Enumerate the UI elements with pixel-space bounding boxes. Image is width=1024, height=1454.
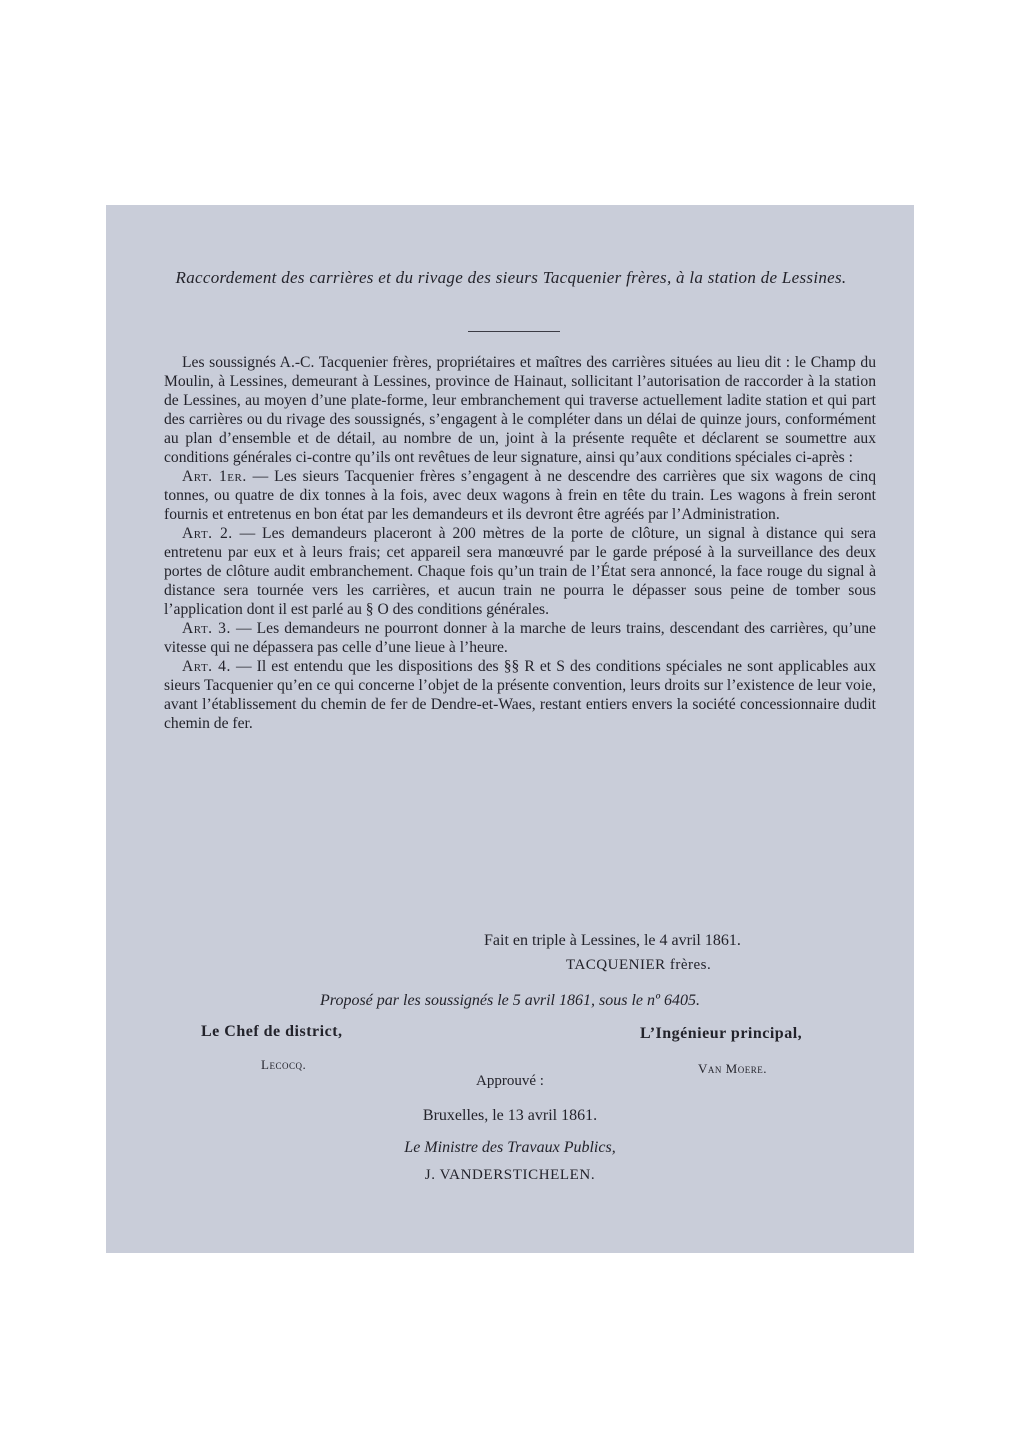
ministre-name: J. VANDERSTICHELEN. [424, 1167, 596, 1183]
article-label: Art. 4. [182, 658, 231, 675]
document-body [164, 353, 876, 733]
document-title: Raccordement des carrières et du rivage des sieurs Tacquenier frères, à la station de Lessines. [175, 268, 847, 287]
article-text: — Les sieurs Tacquenier frères s’engagent à ne descendre des carrières que six wagons de cinq tonnes, ou quatre de dix tonnes à la fois, avec deux wagons à frein en tête du train. Les wagons à frein seront fournis et entretenus en bon état par les demandeurs et ils devront être agréés par l’Administration. [164, 468, 876, 523]
chef-name: Lecocq. [261, 1057, 307, 1072]
fait-line: Fait en triple à Lessines, le 4 avril 1861. [484, 932, 741, 949]
ingenieur-name: Van Moere. [698, 1061, 767, 1076]
article-1 [164, 467, 876, 524]
article-text: — Les demandeurs placeront à 200 mètres de la porte de clôture, un signal à distance qui sera entretenu par eux et à leurs frais; cet appareil sera manœuvré par le garde préposé à la surveillance des deux portes de clôture audit embranchement. Chaque fois qu’un train de l’État sera annoncé, la face rouge du signal à distance sera tournée vers les carrières, et aucun train ne pourra le dépasser sous peine de tomber sous l’application dont il est parlé au § O des conditions générales. [164, 525, 876, 618]
article-text: — Les demandeurs ne pourront donner à la marche de leurs trains, descendant des carrières, qu’une vitesse qui ne dépassera pas celle d’une lieue à l’heure. [164, 620, 876, 656]
scanned-page [106, 205, 914, 1253]
article-label: Art. 3. [182, 620, 231, 637]
ingenieur-title: L’Ingénieur principal, [640, 1025, 803, 1042]
article-2 [164, 524, 876, 619]
article-3 [164, 619, 876, 657]
article-4 [164, 657, 876, 733]
propose-line: Proposé par les soussignés le 5 avril 1861, sous le nº 6405. [320, 992, 700, 1009]
signatory-name: TACQUENIER frères. [566, 957, 712, 973]
article-label: Art. 1er. [182, 468, 247, 485]
chef-title: Le Chef de district, [201, 1023, 343, 1040]
approuve-line: Approuvé : [476, 1073, 544, 1089]
ministre-title: Le Ministre des Travaux Publics, [404, 1139, 616, 1156]
article-text: — Il est entendu que les dispositions des §§ R et S des conditions spéciales ne sont applicables aux sieurs Tacquenier qu’en ce qui concerne l’objet de la présente convention, leurs droits sur l’existence de leur voie, avant l’établissement du chemin de fer de Dendre-et-Waes, restant entiers envers la société concessionnaire dudit chemin de fer. [164, 658, 877, 732]
intro-paragraph: Les soussignés A.-C. Tacquenier frères, propriétaires et maîtres des carrières situées au lieu dit : le Champ du Moulin, à Lessines, demeurant à Lessines, province de Hainaut, sollicitant l’autorisation de raccorder à la station de Lessines, au moyen d’une plate-forme, leur embranchement qui traverse actuellement ladite station et qui part des carrières ou du rivage des soussignés, s’engagent à le compléter dans un délai de quinze jours, conformément au plan d’ensemble et de détail, au nombre de un, joint à la présente requête et déclarent se soumettre aux conditions générales ci-contre qu’ils ont revêtues de leur signature, ainsi qu’aux conditions spéciales ci-après : [164, 354, 876, 466]
article-label: Art. 2. [182, 525, 233, 542]
bruxelles-date: Bruxelles, le 13 avril 1861. [422, 1107, 598, 1124]
title-divider [468, 331, 560, 332]
